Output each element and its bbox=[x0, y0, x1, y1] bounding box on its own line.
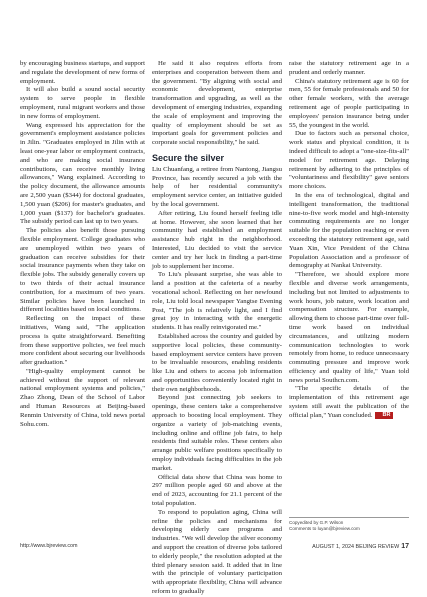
end-mark: BR bbox=[375, 412, 393, 419]
paragraph: To Liu's pleasant surprise, she was able to land a position at the cafeteria of a nearby vocational school. Reflecting on her newfound role, Liu told local newspaper Yangtse Evening Post, "The job is relatively light, and I find great joy in interacting with the energetic students. It has really reinvigorated me." bbox=[152, 271, 282, 332]
paragraph: Reflecting on the impact of these initiatives, Wang said, "The application process is quite straightforward. Benefiting from these supportive policies, we feel much more confident about securing our livelihoods after graduation." bbox=[20, 315, 145, 367]
section-subheading: Secure the silver bbox=[152, 152, 225, 163]
footer-issue bbox=[312, 543, 409, 550]
paragraph-final-text: "The specific details of the implementation of this retirement age system still await the publication of the official plan," Yuan concluded. bbox=[289, 385, 409, 419]
paragraph: The policies also benefit those pursuing flexible employment. College graduates who are unemployed within two years of graduation can receive subsidies for their social insurance payments when they take on flexible jobs. The subsidy generally covers up to two thirds of their actual insurance contribution, for a maximum of two years. Similar policies have been launched in different localities based on local conditions. bbox=[20, 227, 145, 314]
page-number: 17 bbox=[401, 543, 409, 550]
paragraph: Official data show that China was home to 297 million people aged 60 and above at the end of 2023, accounting for 21.1 percent of the total population. bbox=[152, 473, 282, 508]
article-column-3 bbox=[289, 60, 409, 528]
paragraph: by encouraging business startups, and support and regulate the development of new forms of employment. bbox=[20, 60, 145, 85]
comments-email[interactable]: Comments to luyan@bjreview.com bbox=[289, 526, 360, 531]
paragraph: Established across the country and guided by supportive local policies, these community-based employment service centers have proven to be invaluable resources, enabling residents like Liu and others to access job information and opportunities conveniently located right in their own neighborhoods. bbox=[152, 332, 282, 393]
paragraph: "Therefore, we should explore more flexible and diverse work arrangements, including but not limited to adjustments to work hours, job nature, work location and compensation structure. For example, allowing them to choose part-time over full-time work based on individual circumstances, and utilizing modern communication technologies to work remotely from home, to reduce unnecessary commuting pressure and improve work efficiency and quality of life," Yuan told news portal Southcn.com. bbox=[289, 271, 409, 384]
paragraph: To respond to population aging, China will refine the policies and mechanisms for developing elderly care programs and industries. "We will develop the silver economy and support the creation of diverse jobs tailored to elderly people," the resolution adopted at the third plenary session said. It added that in line with the principle of voluntary participation with appropriate flexibility, China will advance reform to gradually bbox=[152, 508, 282, 596]
paragraph: Wang expressed his appreciation for the government's employment assistance policies in Jilin. "Graduates employed in Jilin with at least one-year labor or employment contracts, and who are making social insurance contributions, can receive monthly living allowances," Wang explained. According to the policy document, the allowance amounts are 2,500 yuan ($344) for doctoral graduates, 1,500 yuan ($206) for master's graduates, and 1,000 yuan ($137) for bachelor's graduates. The subsidy period can last up to two years. bbox=[20, 121, 145, 226]
paragraph-final bbox=[289, 385, 409, 420]
page-footer bbox=[20, 543, 409, 553]
footer-issue-text: AUGUST 1, 2024 BEIJING REVIEW bbox=[312, 544, 400, 550]
paragraph: It will also build a sound social security system to serve people in flexible employment, rural migrant workers and those in new forms of employment. bbox=[20, 86, 145, 120]
article-column-1 bbox=[20, 60, 145, 528]
article-column-2 bbox=[152, 60, 282, 596]
credits-box bbox=[289, 517, 409, 532]
paragraph: After retiring, Liu found herself feeling idle at home. However, she soon learned that her community had established an employment assistance hub right in the neighborhood. Interested, Liu decided to visit the service center and try her luck in finding a part-time job to supplement her income. bbox=[152, 209, 282, 270]
copyedit-credit: Copyedited by G.P. Wilson bbox=[289, 520, 344, 525]
footer-url[interactable]: http://www.bjreview.com bbox=[20, 543, 78, 549]
paragraph: Liu Chuanfang, a retiree from Nantong, Jiangsu Province, has recently secured a job with the help of her residential community's employment service center, an initiative guided by the local government. bbox=[152, 165, 282, 208]
paragraph: "High-quality employment cannot be achieved without the support of relevant national employment systems and policies," Zhao Zhong, Dean of the School of Labor and Human Resources at Beijing-based Renmin University of China, told news portal Sohu.com. bbox=[20, 367, 145, 428]
paragraph: Due to factors such as personal choice, work status and physical condition, it is indeed difficult to adopt a "one-size-fits-all" model for retirement age. Delaying retirement by adhering to the principles of "voluntariness and flexibility" gave seniors more choices. bbox=[289, 130, 409, 191]
paragraph: He said it also requires efforts from enterprises and cooperation between them and the government. "By aligning with social and economic development, enterprise transformation and upgrading, as well as the development of emerging industries, expanding the scale of employment and improving the quality of employment should be set as important goals for government policies and corporate social responsibility," he said. bbox=[152, 60, 282, 147]
paragraph: In the era of technological, digital and intelligent transformation, the traditional nine-to-five work model and high-intensity commuting requirements are no longer suitable for the population reaching or even exceeding the statutory retirement age, said Yuan Xin, Vice President of the China Population Association and a professor of demography at Nankai University. bbox=[289, 191, 409, 270]
paragraph: raise the statutory retirement age in a prudent and orderly manner. bbox=[289, 60, 409, 76]
paragraph: China's statutory retirement age is 60 for men, 55 for female professionals and 50 for other female workers, with the average retirement age of people participating in employees' pension insurance being under 55, the youngest in the world. bbox=[289, 77, 409, 129]
paragraph: Beyond just connecting job seekers to openings, these centers take a comprehensive approach to boosting local employment. They organize a variety of job-matching events, including online and offline job fairs, to help residents find suitable roles. These centers also arrange public welfare positions specifically to employ individuals facing difficulties in the job market. bbox=[152, 394, 282, 472]
page-top-margin bbox=[0, 0, 427, 56]
